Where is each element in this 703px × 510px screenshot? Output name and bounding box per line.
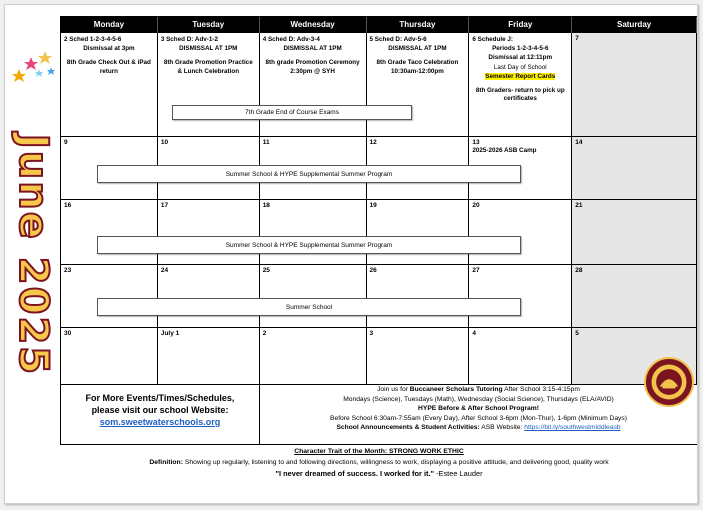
day-cell: 25 [260, 265, 367, 327]
weekday-label: Monday [61, 17, 158, 33]
weekday-label: Friday [469, 17, 572, 33]
week-row [61, 328, 697, 385]
day-cell: 13 2025-2026 ASB Camp [469, 137, 572, 199]
day-cell: 4 [469, 328, 572, 384]
day-cell: 27 [469, 265, 572, 327]
character-trait: Character Trait of the Month: STRONG WORK ETHIC Definition: Showing up regularly, listening to and following directions, willingness to work, displaying a positive attitude, and delivering good, quality work "I never dreamed of success. I worked for it." -Estee Lauder [149, 448, 609, 478]
day-cell: 23 [61, 265, 158, 327]
calendar-page [4, 4, 698, 504]
day-cell: 18 [260, 200, 367, 264]
calendar-grid [60, 16, 697, 385]
weekday-label: Saturday [572, 17, 697, 33]
asb-website-link[interactable]: https://bit.ly/southwestmiddleasb [524, 424, 621, 432]
day-cell: 24 [158, 265, 260, 327]
event-banner: Summer School & HYPE Supplemental Summer Program [97, 165, 521, 183]
weekday-label: Thursday [367, 17, 470, 33]
website-info: For More Events/Times/Schedules, please visit our school Website: som.sweetwaterschools.org [61, 383, 260, 444]
weekday-label: Wednesday [260, 17, 367, 33]
school-seal-logo [644, 357, 694, 407]
week-row [61, 137, 697, 200]
day-cell: 10 [158, 137, 260, 199]
day-cell: 6 Schedule J: Periods 1-2-3-4-5-6 Dismissal at 12:11pm Last Day of School Semester Report Cards 8th Graders- return to pick up certificates [469, 33, 572, 136]
day-cell: 21 [572, 200, 697, 264]
event-banner: Summer School [97, 298, 521, 316]
info-footer [60, 383, 697, 445]
day-cell: 5 [572, 328, 697, 384]
weekday-header [61, 17, 697, 33]
day-cell: 3 Sched D: Adv-1-2 DISMISSAL AT 1PM 8th Grade Promotion Practice & Lunch Celebration [158, 33, 260, 136]
report-cards-highlight: Semester Report Cards [485, 72, 556, 80]
day-cell: 19 [367, 200, 470, 264]
day-cell: 2 Sched 1-2-3-4-5-6 Dismissal at 3pm 8th Grade Check Out & iPad return [61, 33, 158, 136]
day-cell: 17 [158, 200, 260, 264]
day-cell: 9 [61, 137, 158, 199]
day-cell: 30 [61, 328, 158, 384]
day-cell: 20 [469, 200, 572, 264]
school-website-link[interactable]: som.sweetwaterschools.org [99, 417, 221, 427]
day-cell: 5 Sched D: Adv-5-6 DISMISSAL AT 1PM 8th Grade Taco Celebration 10:30am-12:00pm [367, 33, 470, 136]
day-cell: 7 [572, 33, 697, 136]
event-banner: Summer School & HYPE Supplemental Summer Program [97, 236, 521, 254]
day-cell: 11 [260, 137, 367, 199]
week-row [61, 200, 697, 265]
event-banner: 7th Grade End of Course Exams [172, 105, 412, 120]
programs-info: Join us for Buccaneer Scholars Tutoring After School 3:15-4:15pm Mondays (Science), Tuesdays (Math), Wednesday (Social Science), Thursdays (ELA/AVID) HYPE Before & After School Program! Before School 6:30am-7:55am (Every Day), After School 3-6pm (Mon-Thur), 1-6pm (Minimum Days) School Announcements & Student Activities: ASB Website: https://bit.ly/southwestmiddleasb [330, 386, 627, 432]
week-row [61, 33, 697, 137]
day-cell: 4 Sched D: Adv-3-4 DISMISSAL AT 1PM 8th grade Promotion Ceremony 2:30pm @ SYH [260, 33, 367, 136]
week-row [61, 265, 697, 328]
weekday-label: Tuesday [158, 17, 260, 33]
day-cell: 3 [367, 328, 470, 384]
day-cell: 2 [260, 328, 367, 384]
day-cell: 26 [367, 265, 470, 327]
month-title: June 2025 [10, 133, 56, 377]
day-cell: 12 [367, 137, 470, 199]
stars-decoration [11, 47, 59, 87]
day-cell: July 1 [158, 328, 260, 384]
day-cell: 28 [572, 265, 697, 327]
day-cell: 14 [572, 137, 697, 199]
day-cell: 16 [61, 200, 158, 264]
